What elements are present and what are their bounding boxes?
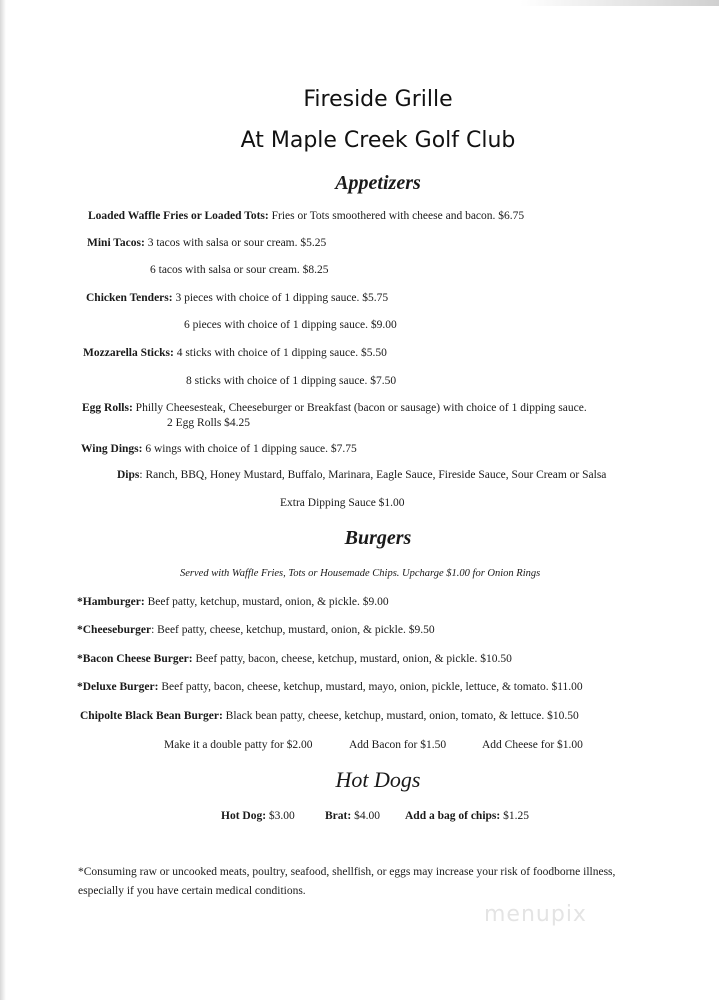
menu-item-cheeseburger: *Cheeseburger: Beef patty, cheese, ketchup, mustard, onion, & pickle. $9.50 [77, 624, 435, 636]
menu-item-hot-dog: Hot Dog: $3.00 [221, 810, 295, 822]
menu-item-brat: Brat: $4.00 [325, 810, 380, 822]
addon-double-patty: Make it a double patty for $2.00 [164, 739, 313, 751]
burgers-heading: Burgers [344, 527, 412, 549]
menu-item-mozzarella-sticks: Mozzarella Sticks: 4 sticks with choice of 1 dipping sauce. $5.50 [83, 347, 387, 359]
menu-item-mozzarella-sticks-8: 8 sticks with choice of 1 dipping sauce. $7.50 [186, 375, 397, 387]
disclaimer-line-1: *Consuming raw or uncooked meats, poultry, seafood, shellfish, or eggs may increase your risk of foodborne illness, [78, 866, 616, 878]
menu-item-black-bean-burger: Chipolte Black Bean Burger: Black bean patty, cheese, ketchup, mustard, onion, tomato, & lettuce. $10.50 [80, 710, 579, 722]
menu-item-chips: Add a bag of chips: $1.25 [405, 810, 529, 822]
menu-item-chicken-tenders: Chicken Tenders: 3 pieces with choice of 1 dipping sauce. $5.75 [86, 292, 389, 304]
menu-item-wing-dings: Wing Dings: 6 wings with choice of 1 dipping sauce. $7.75 [81, 443, 357, 455]
menu-item-mini-tacos: Mini Tacos: 3 tacos with salsa or sour cream. $5.25 [87, 237, 327, 249]
menu-item-egg-rolls: Egg Rolls: Philly Cheesesteak, Cheeseburger or Breakfast (bacon or sausage) with choice of 1 dipping sauce. [82, 402, 587, 414]
disclaimer-line-2: especially if you have certain medical conditions. [78, 885, 306, 897]
dips-list: Dips: Ranch, BBQ, Honey Mustard, Buffalo, Marinara, Eagle Sauce, Fireside Sauce, Sour Cream or Salsa [117, 469, 607, 481]
addon-bacon: Add Bacon for $1.50 [349, 739, 447, 751]
watermark-logo: menupix [484, 902, 587, 927]
menu-item-chicken-tenders-6: 6 pieces with choice of 1 dipping sauce. $9.00 [184, 319, 397, 331]
menu-item-deluxe-burger: *Deluxe Burger: Beef patty, bacon, cheese, ketchup, mustard, mayo, onion, pickle, lettuce, & tomato. $11.00 [77, 681, 583, 693]
menu-item-mini-tacos-6: 6 tacos with salsa or sour cream. $8.25 [150, 264, 329, 276]
menu-item-loaded-fries: Loaded Waffle Fries or Loaded Tots: Fries or Tots smoothered with cheese and bacon. $6.75 [88, 210, 525, 222]
restaurant-name: Fireside Grille [303, 87, 453, 112]
burgers-note: Served with Waffle Fries, Tots or Housemade Chips. Upcharge $1.00 for Onion Rings [180, 568, 541, 579]
menu-item-egg-rolls-price: 2 Egg Rolls $4.25 [167, 417, 251, 429]
page-edge-shadow-top [520, 0, 719, 6]
addon-cheese: Add Cheese for $1.00 [482, 739, 583, 751]
menu-item-bacon-cheese-burger: *Bacon Cheese Burger: Beef patty, bacon, cheese, ketchup, mustard, onion, & pickle. $10.50 [77, 653, 512, 665]
extra-dipping-sauce: Extra Dipping Sauce $1.00 [280, 497, 405, 509]
restaurant-subtitle: At Maple Creek Golf Club [240, 128, 516, 153]
appetizers-heading: Appetizers [335, 172, 421, 194]
hot-dogs-heading: Hot Dogs [335, 767, 421, 792]
menu-item-hamburger: *Hamburger: Beef patty, ketchup, mustard, onion, & pickle. $9.00 [77, 596, 389, 608]
